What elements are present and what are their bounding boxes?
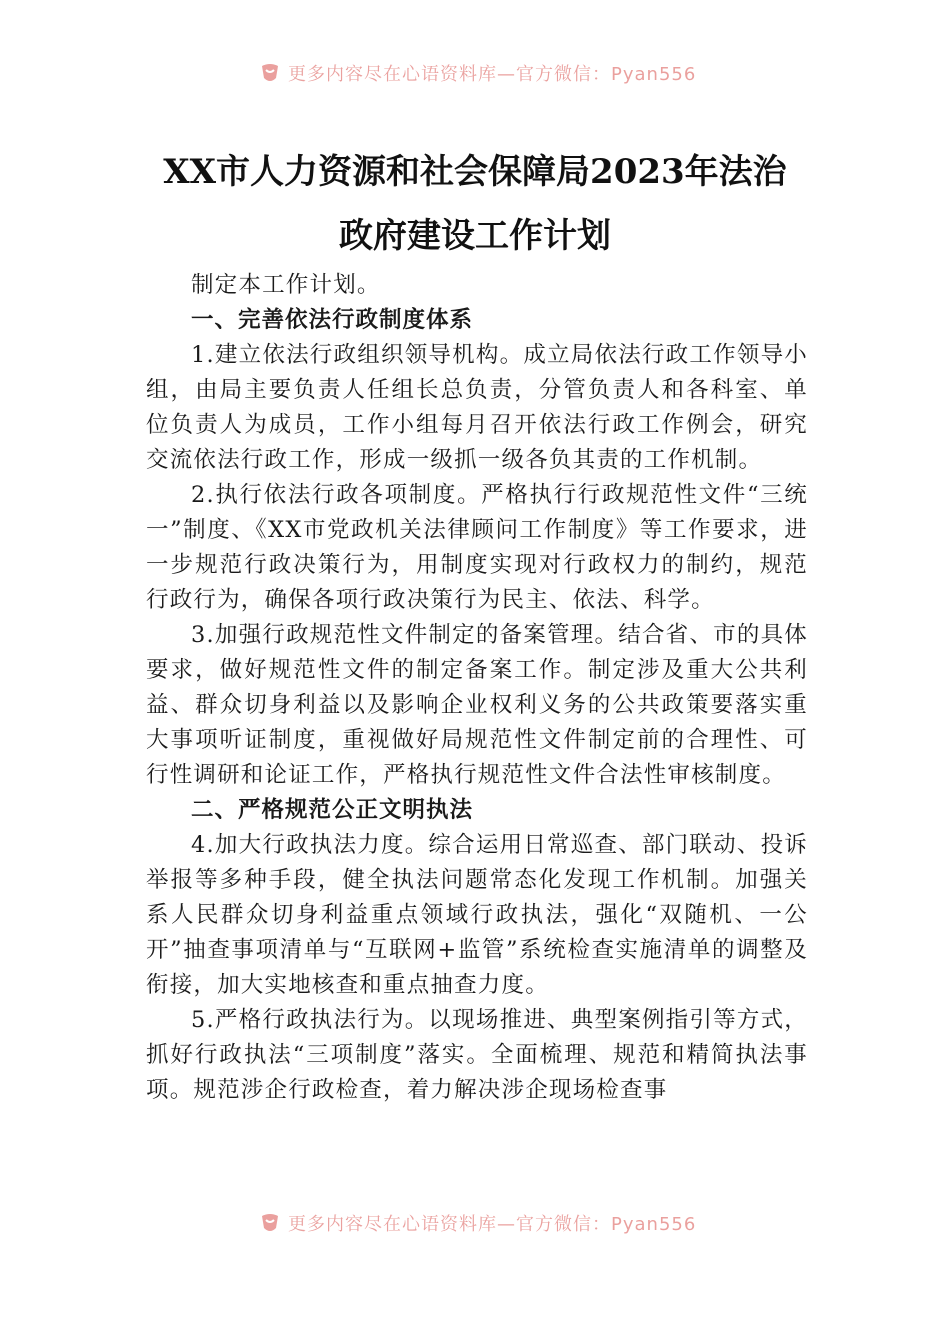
paragraph: 制定本工作计划。: [191, 272, 381, 298]
logo-icon: [258, 62, 282, 84]
paragraph: 5.严格行政执法行为。以现场推进、典型案例指引等方式，抓好行政执法“三项制度”落实。全面梳理、规范和精简执法事项。规范涉企行政检查，着力解决涉企现场检查事: [146, 1007, 808, 1103]
watermark-text: 更多内容尽在心语资料库—官方微信：Pyan556: [288, 64, 697, 85]
paragraph: 1.建立依法行政组织领导机构。成立局依法行政工作领导小组，由局主要负责人任组长总负责，分管负责人和各科室、单位负责人为成员，工作小组每月召开依法行政工作例会，研究交流依法行政工作，形成一级抓一级各负其责的工作机制。: [146, 342, 808, 473]
watermark-banner-bottom: [258, 1210, 738, 1236]
title-line-1: XX市人力资源和社会保障局2023年法治: [163, 152, 787, 192]
watermark-banner-top: [258, 60, 738, 86]
paragraph: 4.加大行政执法力度。综合运用日常巡查、部门联动、投诉举报等多种手段，健全执法问题常态化发现工作机制。加强关系人民群众切身利益重点领域行政执法，强化“双随机、一公开”抽查事项清单与“互联网+监管”系统检查实施清单的调整及衔接，加大实地核查和重点抽查力度。: [146, 832, 808, 998]
document-body: [146, 268, 808, 1108]
paragraph: 3.加强行政规范性文件制定的备案管理。结合省、市的具体要求，做好规范性文件的制定备案工作。制定涉及重大公共利益、群众切身利益以及影响企业权利义务的公共政策要落实重大事项听证制度，重视做好局规范性文件制定前的合理性、可行性调研和论证工作，严格执行规范性文件合法性审核制度。: [146, 622, 808, 788]
section-heading: 二、严格规范公正文明执法: [191, 797, 474, 823]
watermark-text: 更多内容尽在心语资料库—官方微信：Pyan556: [288, 1214, 697, 1235]
title-line-2: 政府建设工作计划: [339, 216, 611, 256]
section-heading: 一、完善依法行政制度体系: [191, 307, 474, 333]
document-title: [100, 140, 850, 268]
logo-icon: [258, 1212, 282, 1234]
paragraph: 2.执行依法行政各项制度。严格执行行政规范性文件“三统一”制度、《XX市党政机关法律顾问工作制度》等工作要求，进一步规范行政决策行为，用制度实现对行政权力的制约，规范行政行为，确保各项行政决策行为民主、依法、科学。: [146, 482, 808, 613]
